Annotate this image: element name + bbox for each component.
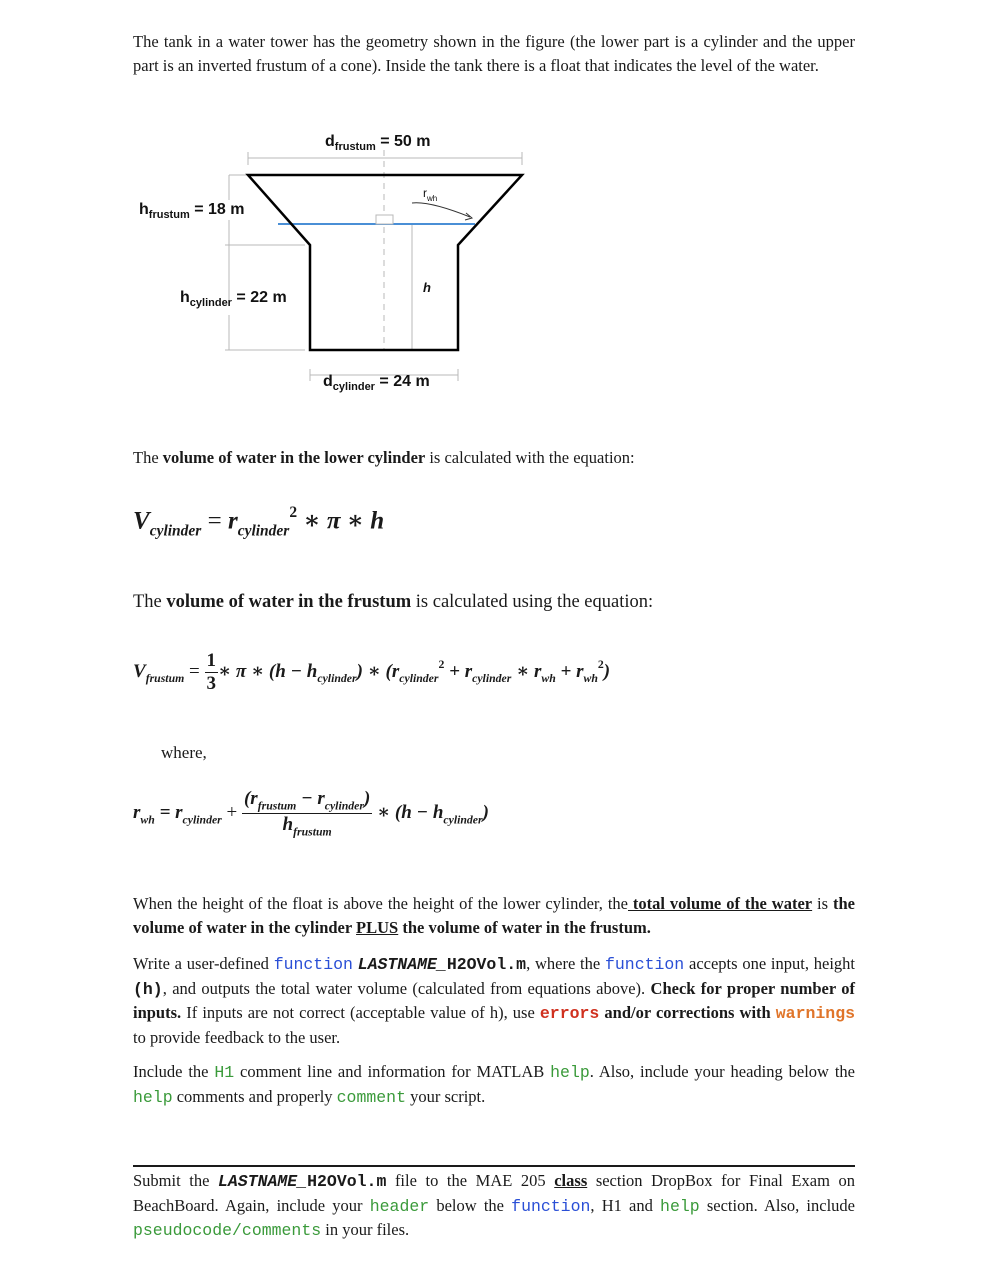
cylinder-volume-text: The volume of water in the lower cylinder is calculated with the equation: <box>133 448 635 467</box>
frustum-fraction: $\frac{1}{3}$ <box>206 650 216 694</box>
cylinder-volume-equation: $V_{cylinder} = r_{cylinder}^2$ ∗ π ∗ h <box>133 504 385 540</box>
d-frustum-label: $d_{frustum} = 50$ m <box>325 133 431 153</box>
float <box>376 215 393 224</box>
total-volume-paragraph: When the height of the float is above the height of the lower cylinder, the total volume of the water is the volume of water in the cylinder PLUS the volume of water in the frustum. <box>133 894 856 937</box>
tank-outline <box>248 175 522 350</box>
rwh-arrow <box>412 203 472 220</box>
where-text: where, <box>161 743 207 762</box>
h-cylinder-label: $h_{cylinder} = 22$ m <box>180 289 287 309</box>
divider <box>133 1165 855 1167</box>
rwh-equation: $r_{wh} = r_{cylinder}$ + $\frac{(r_{frustum} - r_{cylinder})}{h_{frustum}}$ ∗ $(h - h_{cylinder})$ <box>133 788 489 839</box>
frustum-volume-equation: $V_{frustum}$ = $\frac{1}{3}$ ∗ π ∗ $(h - h_{cylinder})$ ∗ ($r_{cylinder}^2 + r_{cylinder}$ ∗ $r_{wh} + r_{wh}^2$) <box>133 650 611 694</box>
write-function-paragraph: Write a user-defined function LASTNAME_H2OVol.m, where the function accepts one input, height (h), and outputs the total water volume (calculated from equations above). Check for proper number of inputs. If inputs are not correct (acceptable value of h), use errors and/or corrections with warnings to provide feedback to the user. <box>133 954 855 1047</box>
include-paragraph: Include the H1 comment line and information for MATLAB help. Also, include your heading below the help comments and properly comment your script. <box>133 1062 855 1107</box>
intro-paragraph: The tank in a water tower has the geometry shown in the figure (the lower part is a cylinder and the upper part is an inverted frustum of a cone). Inside the tank there is a float that indicates the level of the water. <box>133 32 855 75</box>
h-label: h <box>423 280 431 295</box>
frustum-volume-text: The volume of water in the frustum is calculated using the equation: <box>133 592 654 612</box>
h-frustum-label: $h_{frustum} = 18$ m <box>139 201 245 221</box>
d-cylinder-label: $d_{cylinder} = 24$ m <box>323 373 430 393</box>
tank-figure <box>130 125 550 415</box>
rwh-fraction: $\frac{(r_{frustum} - r_{cylinder})}{h_{frustum}}$ <box>243 788 371 839</box>
submit-paragraph: Submit the LASTNAME_H2OVol.m file to the MAE 205 class section DropBox for Final Exam on BeachBoard. Again, include your header below the function, H1 and help section. Also, include pseudocode/comments in your files. <box>133 1171 855 1240</box>
r-wh-label: $r_{wh}$ <box>423 186 438 203</box>
dimension-lines <box>225 150 522 381</box>
